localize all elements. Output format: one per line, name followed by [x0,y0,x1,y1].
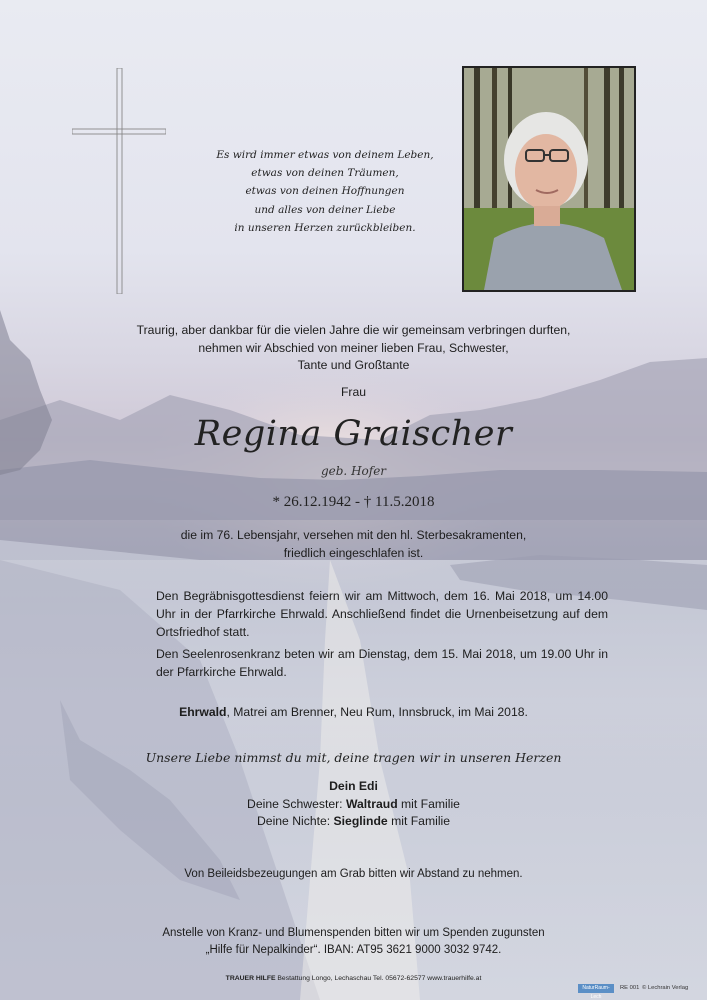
naturraum-badge: NaturRaum-Lech [578,984,614,993]
footer-details: Bestattung Longo, Lechaschau Tel. 05672-62577 www.trauerhilfe.at [275,975,482,982]
quote-line: etwas von deinen Hoffnungen [245,185,405,198]
cross-icon [72,68,166,294]
intro-line: nehmen wir Abschied von meiner lieben Frau, Schwester, [198,340,509,355]
donation-line: „Hilfe für Nepalkinder“. IBAN: AT95 3621 9000 3032 9742. [205,943,502,956]
donation-line: Anstelle von Kranz- und Blumenspenden bitten wir um Spenden zugunsten [162,927,545,939]
intro-line: Tante und Großtante [297,358,410,373]
mourner-niece: Deine Nichte: Sieglinde mit Familie [256,814,451,829]
funeral-announcement: Den Begräbnisgottesdienst feiern wir am Mittwoch, dem 16. Mai 2018, um 14.00 Uhr in der Pfarrkirche Ehrwald. Anschließend findet die Urnenbeisetzung auf dem Ortsfriedhof statt. [156,589,608,639]
places-line [0,704,707,722]
mourner-husband: Dein Edi [329,779,378,793]
rosary-announcement: Den Seelenrosenkranz beten wir am Dienstag, dem 15. Mai 2018, um 19.00 Uhr in der Pfarrkirche Ehrwald. [156,647,608,679]
quote-line: in unseren Herzen zurückbleiben. [234,221,416,234]
passing-line: friedlich eingeschlafen ist. [283,545,424,560]
quote-line: und alles von deiner Liebe [254,203,396,216]
memorial-quote [190,146,460,237]
passing-line: die im 76. Lebensjahr, versehen mit den hl. Sterbesakramenten, [180,528,527,542]
mourners-list [0,778,707,831]
places-bold: Ehrwald [179,705,227,719]
footer-brand: TRAUER HILFE [225,975,276,982]
intro-line: Traurig, aber dankbar für die vielen Jahre die wir gemeinsam verbringen durften, [136,323,571,337]
portrait-illustration [464,68,634,290]
footer [0,975,707,982]
footer-publisher: © Lechrain Verlag [642,985,689,991]
quote-line: Es wird immer etwas von deinem Leben, [216,149,434,161]
salutation: Frau [340,385,367,399]
life-dates: * 26.12.1942 - † 11.5.2018 [272,494,435,510]
donation-text [0,925,707,958]
condolence-note: Von Beileidsbezeugungen am Grab bitten wir Abstand zu nehmen. [184,868,523,880]
mourner-sister: Deine Schwester: Waltraud mit Familie [247,796,460,811]
passing-text [0,527,707,562]
places-rest: , Matrei am Brenner, Neu Rum, Innsbruck, im Mai 2018. [226,705,528,719]
quote-line: etwas von deinen Träumen, [251,167,399,180]
maiden-name: geb. Hofer [320,464,387,478]
intro-text [0,322,707,375]
motto: Unsere Liebe nimmst du mit, deine tragen wir in unseren Herzen [145,750,562,765]
portrait-photo [462,66,636,292]
footer-code: RE 001 [620,985,640,991]
deceased-name: Regina Graischer [194,414,513,454]
